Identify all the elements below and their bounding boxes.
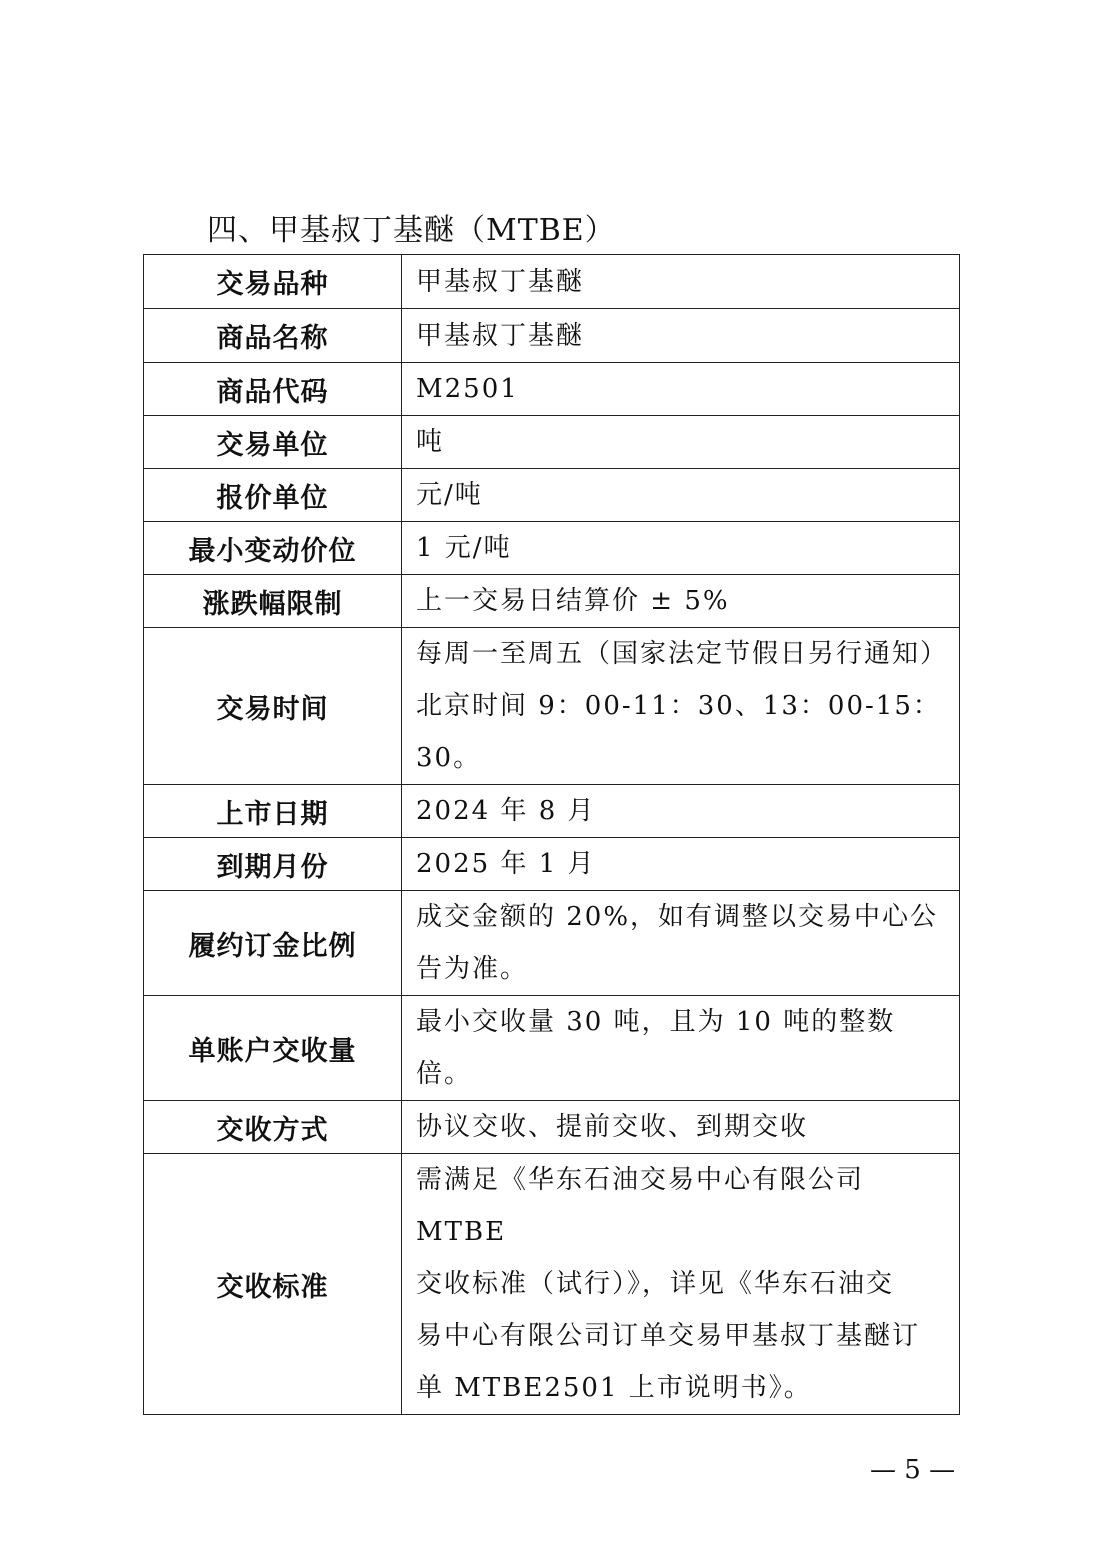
row-value bbox=[402, 255, 960, 309]
value-line: 告为准。 bbox=[416, 954, 529, 984]
row-label: 商品名称 bbox=[144, 309, 402, 363]
table-row bbox=[144, 628, 960, 785]
row-value bbox=[402, 1154, 960, 1415]
row-label: 交易品种 bbox=[144, 255, 402, 309]
value-line: 甲基叔丁基醚 bbox=[416, 320, 585, 351]
table-row bbox=[144, 891, 960, 996]
row-value bbox=[402, 785, 960, 838]
value-line: 单 MTBE2501 上市说明书》。 bbox=[416, 1373, 812, 1403]
value-line: 吨 bbox=[416, 427, 445, 457]
value-line: 最小交收量 30 吨，且为 10 吨的整数倍。 bbox=[416, 1007, 896, 1089]
row-label: 商品代码 bbox=[144, 363, 402, 416]
table-row bbox=[144, 996, 960, 1101]
row-value bbox=[402, 309, 960, 363]
row-value bbox=[402, 416, 960, 469]
value-line: 交收标准（试行）》，详见《华东石油交 bbox=[416, 1269, 895, 1299]
row-value bbox=[402, 838, 960, 891]
value-line: 每周一至周五（国家法定节假日另行通知） bbox=[416, 639, 949, 669]
value-line: 易中心有限公司订单交易甲基叔丁基醚订 bbox=[416, 1321, 921, 1351]
value-line: 1 元/吨 bbox=[416, 533, 512, 563]
table-row bbox=[144, 1101, 960, 1154]
section-heading: 四、甲基叔丁基醚（MTBE） bbox=[207, 213, 616, 248]
spec-table bbox=[143, 254, 960, 1415]
table-row bbox=[144, 1154, 960, 1415]
value-line: 2024 年 8 月 bbox=[416, 796, 596, 826]
value-line: 成交金额的 20%，如有调整以交易中心公 bbox=[416, 902, 939, 932]
value-line: M2501 bbox=[416, 374, 519, 404]
value-line: 2025 年 1 月 bbox=[416, 849, 596, 879]
row-label: 涨跌幅限制 bbox=[144, 575, 402, 628]
table-row bbox=[144, 838, 960, 891]
row-label: 报价单位 bbox=[144, 469, 402, 522]
value-line: 需满足《华东石油交易中心有限公司 MTBE bbox=[416, 1165, 865, 1247]
value-line: 元/吨 bbox=[416, 480, 483, 510]
row-label: 交易时间 bbox=[144, 628, 402, 785]
table-row bbox=[144, 309, 960, 363]
row-value bbox=[402, 363, 960, 416]
table-row bbox=[144, 255, 960, 309]
page-number: — 5 — bbox=[870, 1455, 956, 1485]
row-value bbox=[402, 1101, 960, 1154]
row-label: 到期月份 bbox=[144, 838, 402, 891]
table-row bbox=[144, 363, 960, 416]
row-value bbox=[402, 628, 960, 785]
row-label: 交收方式 bbox=[144, 1101, 402, 1154]
value-line: 甲基叔丁基醚 bbox=[416, 266, 585, 297]
row-value bbox=[402, 575, 960, 628]
row-label: 单账户交收量 bbox=[144, 996, 402, 1101]
value-line: 北京时间 9：00-11：30、13：00-15：30。 bbox=[416, 691, 941, 773]
table-row bbox=[144, 785, 960, 838]
row-label: 履约订金比例 bbox=[144, 891, 402, 996]
row-label: 上市日期 bbox=[144, 785, 402, 838]
row-value bbox=[402, 891, 960, 996]
table-row bbox=[144, 575, 960, 628]
value-line: 上一交易日结算价 ± 5% bbox=[416, 586, 730, 616]
row-value bbox=[402, 522, 960, 575]
row-label: 最小变动价位 bbox=[144, 522, 402, 575]
table-row bbox=[144, 522, 960, 575]
row-label: 交收标准 bbox=[144, 1154, 402, 1415]
table-row bbox=[144, 469, 960, 522]
table-row bbox=[144, 416, 960, 469]
row-value bbox=[402, 469, 960, 522]
value-line: 协议交收、提前交收、到期交收 bbox=[416, 1112, 809, 1142]
row-label: 交易单位 bbox=[144, 416, 402, 469]
row-value bbox=[402, 996, 960, 1101]
